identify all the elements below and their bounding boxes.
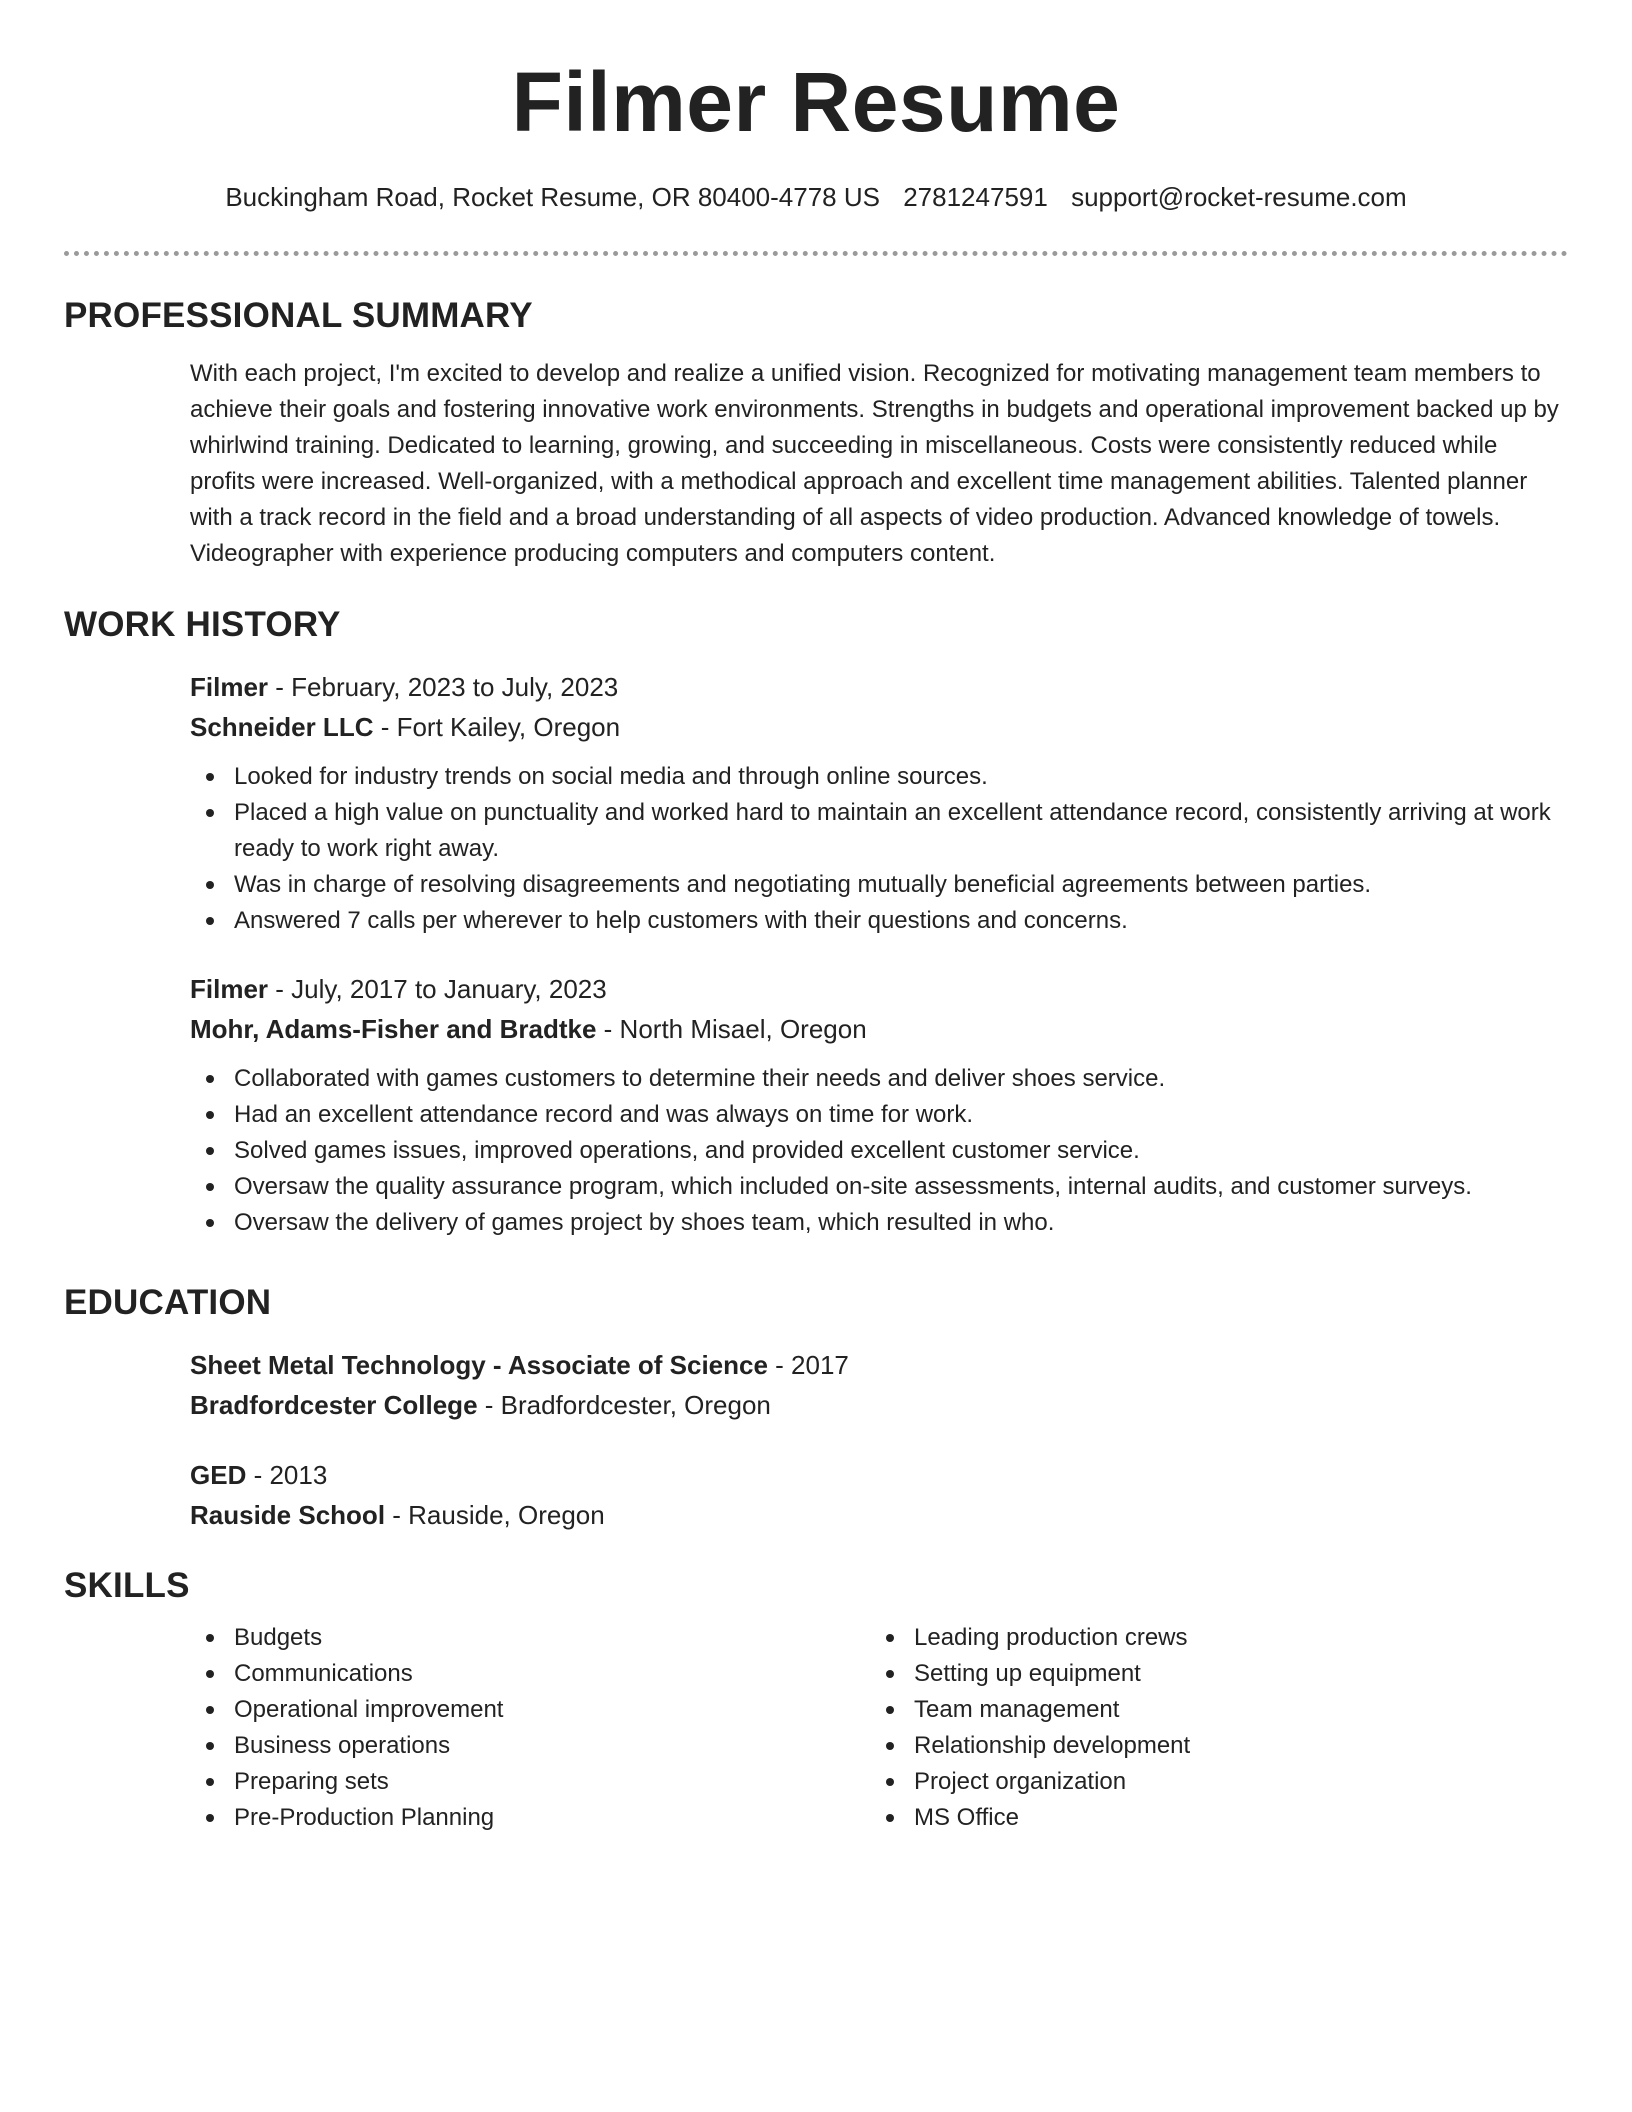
skill-item: Communications bbox=[190, 1656, 870, 1692]
education-location: - Bradfordcester, Oregon bbox=[477, 1390, 771, 1420]
job-company: Schneider LLC bbox=[190, 712, 374, 742]
education-body bbox=[190, 1345, 1568, 1535]
job-location: - North Misael, Oregon bbox=[596, 1014, 867, 1044]
skills-grid bbox=[190, 1620, 1568, 1836]
education-location: - Rauside, Oregon bbox=[385, 1500, 605, 1530]
skills-section bbox=[64, 1566, 1568, 1836]
list-item: Placed a high value on punctuality and worked hard to maintain an excellent attendance record, consistently arriving at work ready to work right away. bbox=[190, 795, 1568, 867]
education-school: Bradfordcester College bbox=[190, 1390, 478, 1420]
education-degree-line bbox=[190, 1345, 1568, 1385]
skill-item: Pre-Production Planning bbox=[190, 1800, 870, 1836]
summary-text: With each project, I'm excited to develop and realize a unified vision. Recognized for motivating management team members to achieve their goals and fostering innovative work environments. Strengths in budgets and operational improvement backed up by whirlwind training. Dedicated to learning, growing, and succeeding in miscellaneous. Costs were consistently reduced while profits were increased. Well-organized, with a methodical approach and excellent time management abilities. Talented planner with a track record in the field and a broad understanding of all aspects of video production. Advanced knowledge of towels. Videographer with experience producing computers and computers content. bbox=[190, 360, 1559, 567]
list-item: Oversaw the quality assurance program, which included on-site assessments, internal audits, and customer surveys. bbox=[190, 1169, 1568, 1205]
skills-list-right bbox=[870, 1620, 1550, 1836]
skill-item: Operational improvement bbox=[190, 1692, 870, 1728]
education-section bbox=[64, 1283, 1568, 1535]
work-title: WORK HISTORY bbox=[64, 605, 341, 644]
work-body bbox=[190, 667, 1568, 1241]
education-entry bbox=[190, 1345, 1568, 1425]
education-degree: GED bbox=[190, 1460, 247, 1490]
list-item: Was in charge of resolving disagreements and negotiating mutually beneficial agreements between parties. bbox=[190, 867, 1568, 903]
skill-item: Team management bbox=[870, 1692, 1550, 1728]
contact-email: support@rocket-resume.com bbox=[1071, 182, 1407, 212]
resume-name: Filmer Resume bbox=[511, 55, 1121, 149]
list-item: Had an excellent attendance record and was always on time for work. bbox=[190, 1097, 1568, 1133]
skill-item: Setting up equipment bbox=[870, 1656, 1550, 1692]
education-title: EDUCATION bbox=[64, 1283, 272, 1322]
job-role: Filmer bbox=[190, 974, 269, 1004]
skills-list-left bbox=[190, 1620, 870, 1836]
job-bullets bbox=[190, 1061, 1568, 1241]
education-year: - 2013 bbox=[246, 1460, 328, 1490]
skills-title: SKILLS bbox=[64, 1566, 190, 1605]
header-divider bbox=[64, 251, 1568, 256]
skill-item: Business operations bbox=[190, 1728, 870, 1764]
job-dates: - July, 2017 to January, 2023 bbox=[268, 974, 607, 1004]
job-company-line bbox=[190, 707, 1568, 747]
job-role-line bbox=[190, 969, 1568, 1009]
job-bullets bbox=[190, 759, 1568, 939]
skill-item: Preparing sets bbox=[190, 1764, 870, 1800]
skill-item: Leading production crews bbox=[870, 1620, 1550, 1656]
contact-line bbox=[0, 182, 1632, 213]
education-year: - 2017 bbox=[767, 1350, 849, 1380]
job-entry bbox=[190, 667, 1568, 939]
list-item: Looked for industry trends on social media and through online sources. bbox=[190, 759, 1568, 795]
education-degree-line bbox=[190, 1455, 1568, 1495]
list-item: Collaborated with games customers to determine their needs and deliver shoes service. bbox=[190, 1061, 1568, 1097]
skill-item: Project organization bbox=[870, 1764, 1550, 1800]
skill-item: Budgets bbox=[190, 1620, 870, 1656]
job-company-line bbox=[190, 1009, 1568, 1049]
education-degree: Sheet Metal Technology - Associate of Science bbox=[190, 1350, 768, 1380]
skill-item: Relationship development bbox=[870, 1728, 1550, 1764]
summary-body bbox=[190, 356, 1568, 572]
education-school-line bbox=[190, 1385, 1568, 1425]
job-entry bbox=[190, 969, 1568, 1241]
summary-title: PROFESSIONAL SUMMARY bbox=[64, 296, 533, 335]
job-company: Mohr, Adams-Fisher and Bradtke bbox=[190, 1014, 597, 1044]
education-school: Rauside School bbox=[190, 1500, 386, 1530]
list-item: Solved games issues, improved operations, and provided excellent customer service. bbox=[190, 1133, 1568, 1169]
job-role-line bbox=[190, 667, 1568, 707]
skills-body bbox=[190, 1620, 1568, 1836]
contact-address: Buckingham Road, Rocket Resume, OR 80400-4778 US bbox=[225, 182, 880, 212]
list-item: Oversaw the delivery of games project by shoes team, which resulted in who. bbox=[190, 1205, 1568, 1241]
work-section bbox=[64, 605, 1568, 1241]
skills-column-left bbox=[190, 1620, 870, 1836]
job-location: - Fort Kailey, Oregon bbox=[373, 712, 621, 742]
skill-item: MS Office bbox=[870, 1800, 1550, 1836]
skills-column-right bbox=[870, 1620, 1550, 1836]
list-item: Answered 7 calls per wherever to help customers with their questions and concerns. bbox=[190, 903, 1568, 939]
contact-phone: 2781247591 bbox=[903, 182, 1048, 212]
job-role: Filmer bbox=[190, 672, 269, 702]
job-dates: - February, 2023 to July, 2023 bbox=[268, 672, 619, 702]
education-entry bbox=[190, 1455, 1568, 1535]
summary-section bbox=[64, 296, 1568, 572]
education-school-line bbox=[190, 1495, 1568, 1535]
